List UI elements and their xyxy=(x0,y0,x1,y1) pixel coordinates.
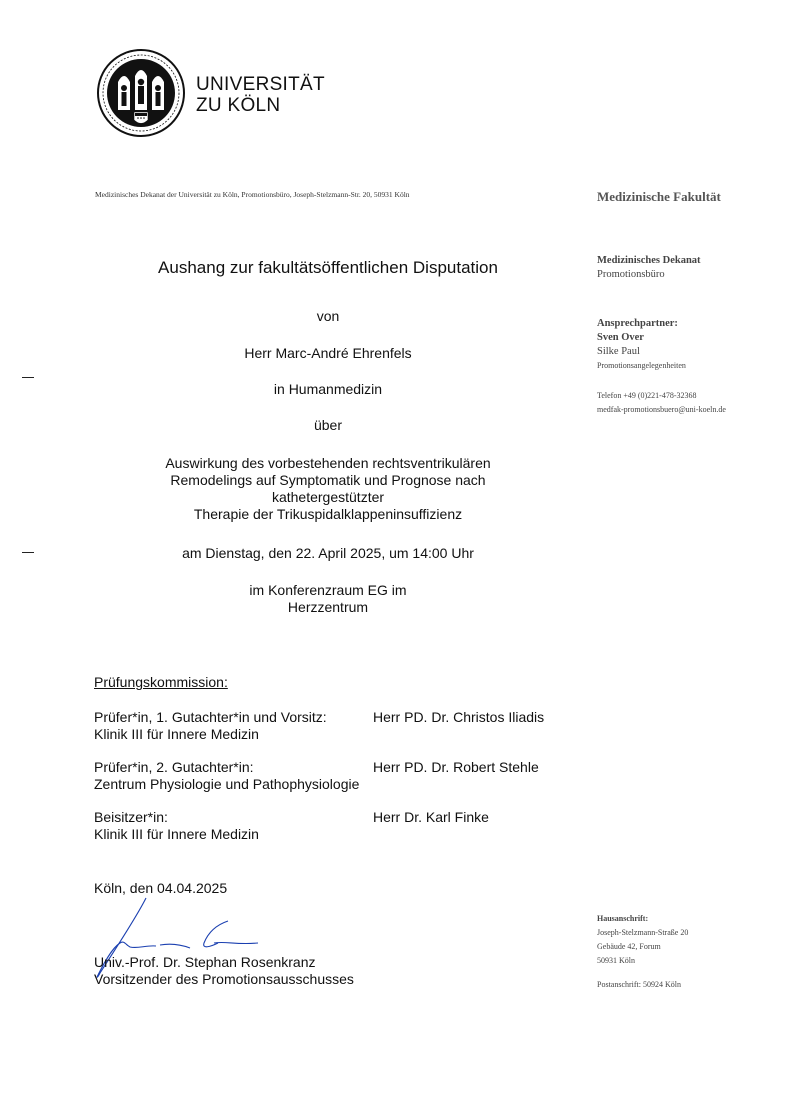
member-2-dept: Zentrum Physiologie und Pathophysiologie xyxy=(94,776,360,792)
postal-address: Postanschrift: 50924 Köln xyxy=(597,980,681,989)
thesis-title xyxy=(95,455,561,523)
faculty-name: Medizinische Fakultät xyxy=(597,189,721,204)
signer-block xyxy=(94,954,354,988)
member-1-name: Herr PD. Dr. Christos Iliadis xyxy=(373,709,545,725)
member-3-role: Beisitzer*in: xyxy=(94,809,168,825)
thesis-line-1: Auswirkung des vorbestehenden rechtsventrikulären xyxy=(165,455,491,471)
thesis-line-2: Remodelings auf Symptomatik und Prognose nach xyxy=(170,472,486,488)
contact-person-1: Sven Over xyxy=(597,332,644,343)
contact-block xyxy=(597,317,686,373)
member-1-dept: Klinik III für Innere Medizin xyxy=(94,726,259,742)
wordmark-line-2: ZU KÖLN xyxy=(196,95,281,116)
thesis-line-3: kathetergestützter xyxy=(271,489,385,505)
contact-role: Promotionsangelegenheiten xyxy=(597,361,686,370)
member-3-role-block xyxy=(94,809,259,843)
sender-address-line: Medizinisches Dekanat der Universität zu Köln, Promotionsbüro, Joseph-Stelzmann-Str. 20, 50931 Köln xyxy=(95,190,410,199)
signer-name: Univ.-Prof. Dr. Stephan Rosenkranz xyxy=(94,954,316,970)
contact-person-2: Silke Paul xyxy=(597,346,640,357)
signer-role: Vorsitzender des Promotionsausschusses xyxy=(94,971,354,987)
address-building: Gebäude 42, Forum xyxy=(597,942,661,951)
address-street: Joseph-Stelzmann-Straße 20 xyxy=(597,928,689,937)
candidate-name: Herr Marc-André Ehrenfels xyxy=(244,345,412,361)
contact-email: medfak-promotionsbuero@uni-koeln.de xyxy=(597,405,726,414)
disputation-location xyxy=(95,582,561,616)
member-3-dept: Klinik III für Innere Medizin xyxy=(94,826,259,842)
dekanat-block xyxy=(597,254,701,282)
buero-name: Promotionsbüro xyxy=(597,269,665,280)
member-2-role: Prüfer*in, 2. Gutachter*in: xyxy=(94,759,254,775)
disputation-date: am Dienstag, den 22. April 2025, um 14:00 Uhr xyxy=(182,545,474,561)
university-seal-logo xyxy=(96,48,186,138)
address-city: 50931 Köln xyxy=(597,956,635,965)
wordmark-line-1: UNIVERSITÄT xyxy=(196,74,325,95)
notice-von: von xyxy=(316,308,340,324)
place-date: Köln, den 04.04.2025 xyxy=(94,880,228,896)
notice-title: Aushang zur fakultätsöffentlichen Disputation xyxy=(158,258,498,277)
commission-heading: Prüfungskommission: xyxy=(94,674,228,690)
location-line-1: im Konferenzraum EG im xyxy=(249,582,407,598)
member-2-role-block xyxy=(94,759,359,793)
contact-phone: Telefon +49 (0)221-478-32368 xyxy=(597,391,697,400)
fold-mark xyxy=(22,377,34,378)
address-label: Hausanschrift: xyxy=(597,914,649,923)
dekanat-name: Medizinisches Dekanat xyxy=(597,255,701,266)
candidate-subject: in Humanmedizin xyxy=(273,381,383,397)
location-line-2: Herzzentrum xyxy=(287,599,369,615)
member-2-name: Herr PD. Dr. Robert Stehle xyxy=(373,759,539,775)
contact-details xyxy=(597,389,726,417)
member-1-role-block xyxy=(94,709,327,743)
address-block xyxy=(597,912,688,968)
notice-ueber: über xyxy=(313,417,343,433)
punch-mark xyxy=(22,552,34,553)
member-3-name: Herr Dr. Karl Finke xyxy=(373,809,489,825)
member-1-role: Prüfer*in, 1. Gutachter*in und Vorsitz: xyxy=(94,709,327,725)
university-wordmark xyxy=(196,74,325,116)
thesis-line-4: Therapie der Trikuspidalklappeninsuffizienz xyxy=(193,506,463,522)
contact-label: Ansprechpartner: xyxy=(597,318,678,329)
